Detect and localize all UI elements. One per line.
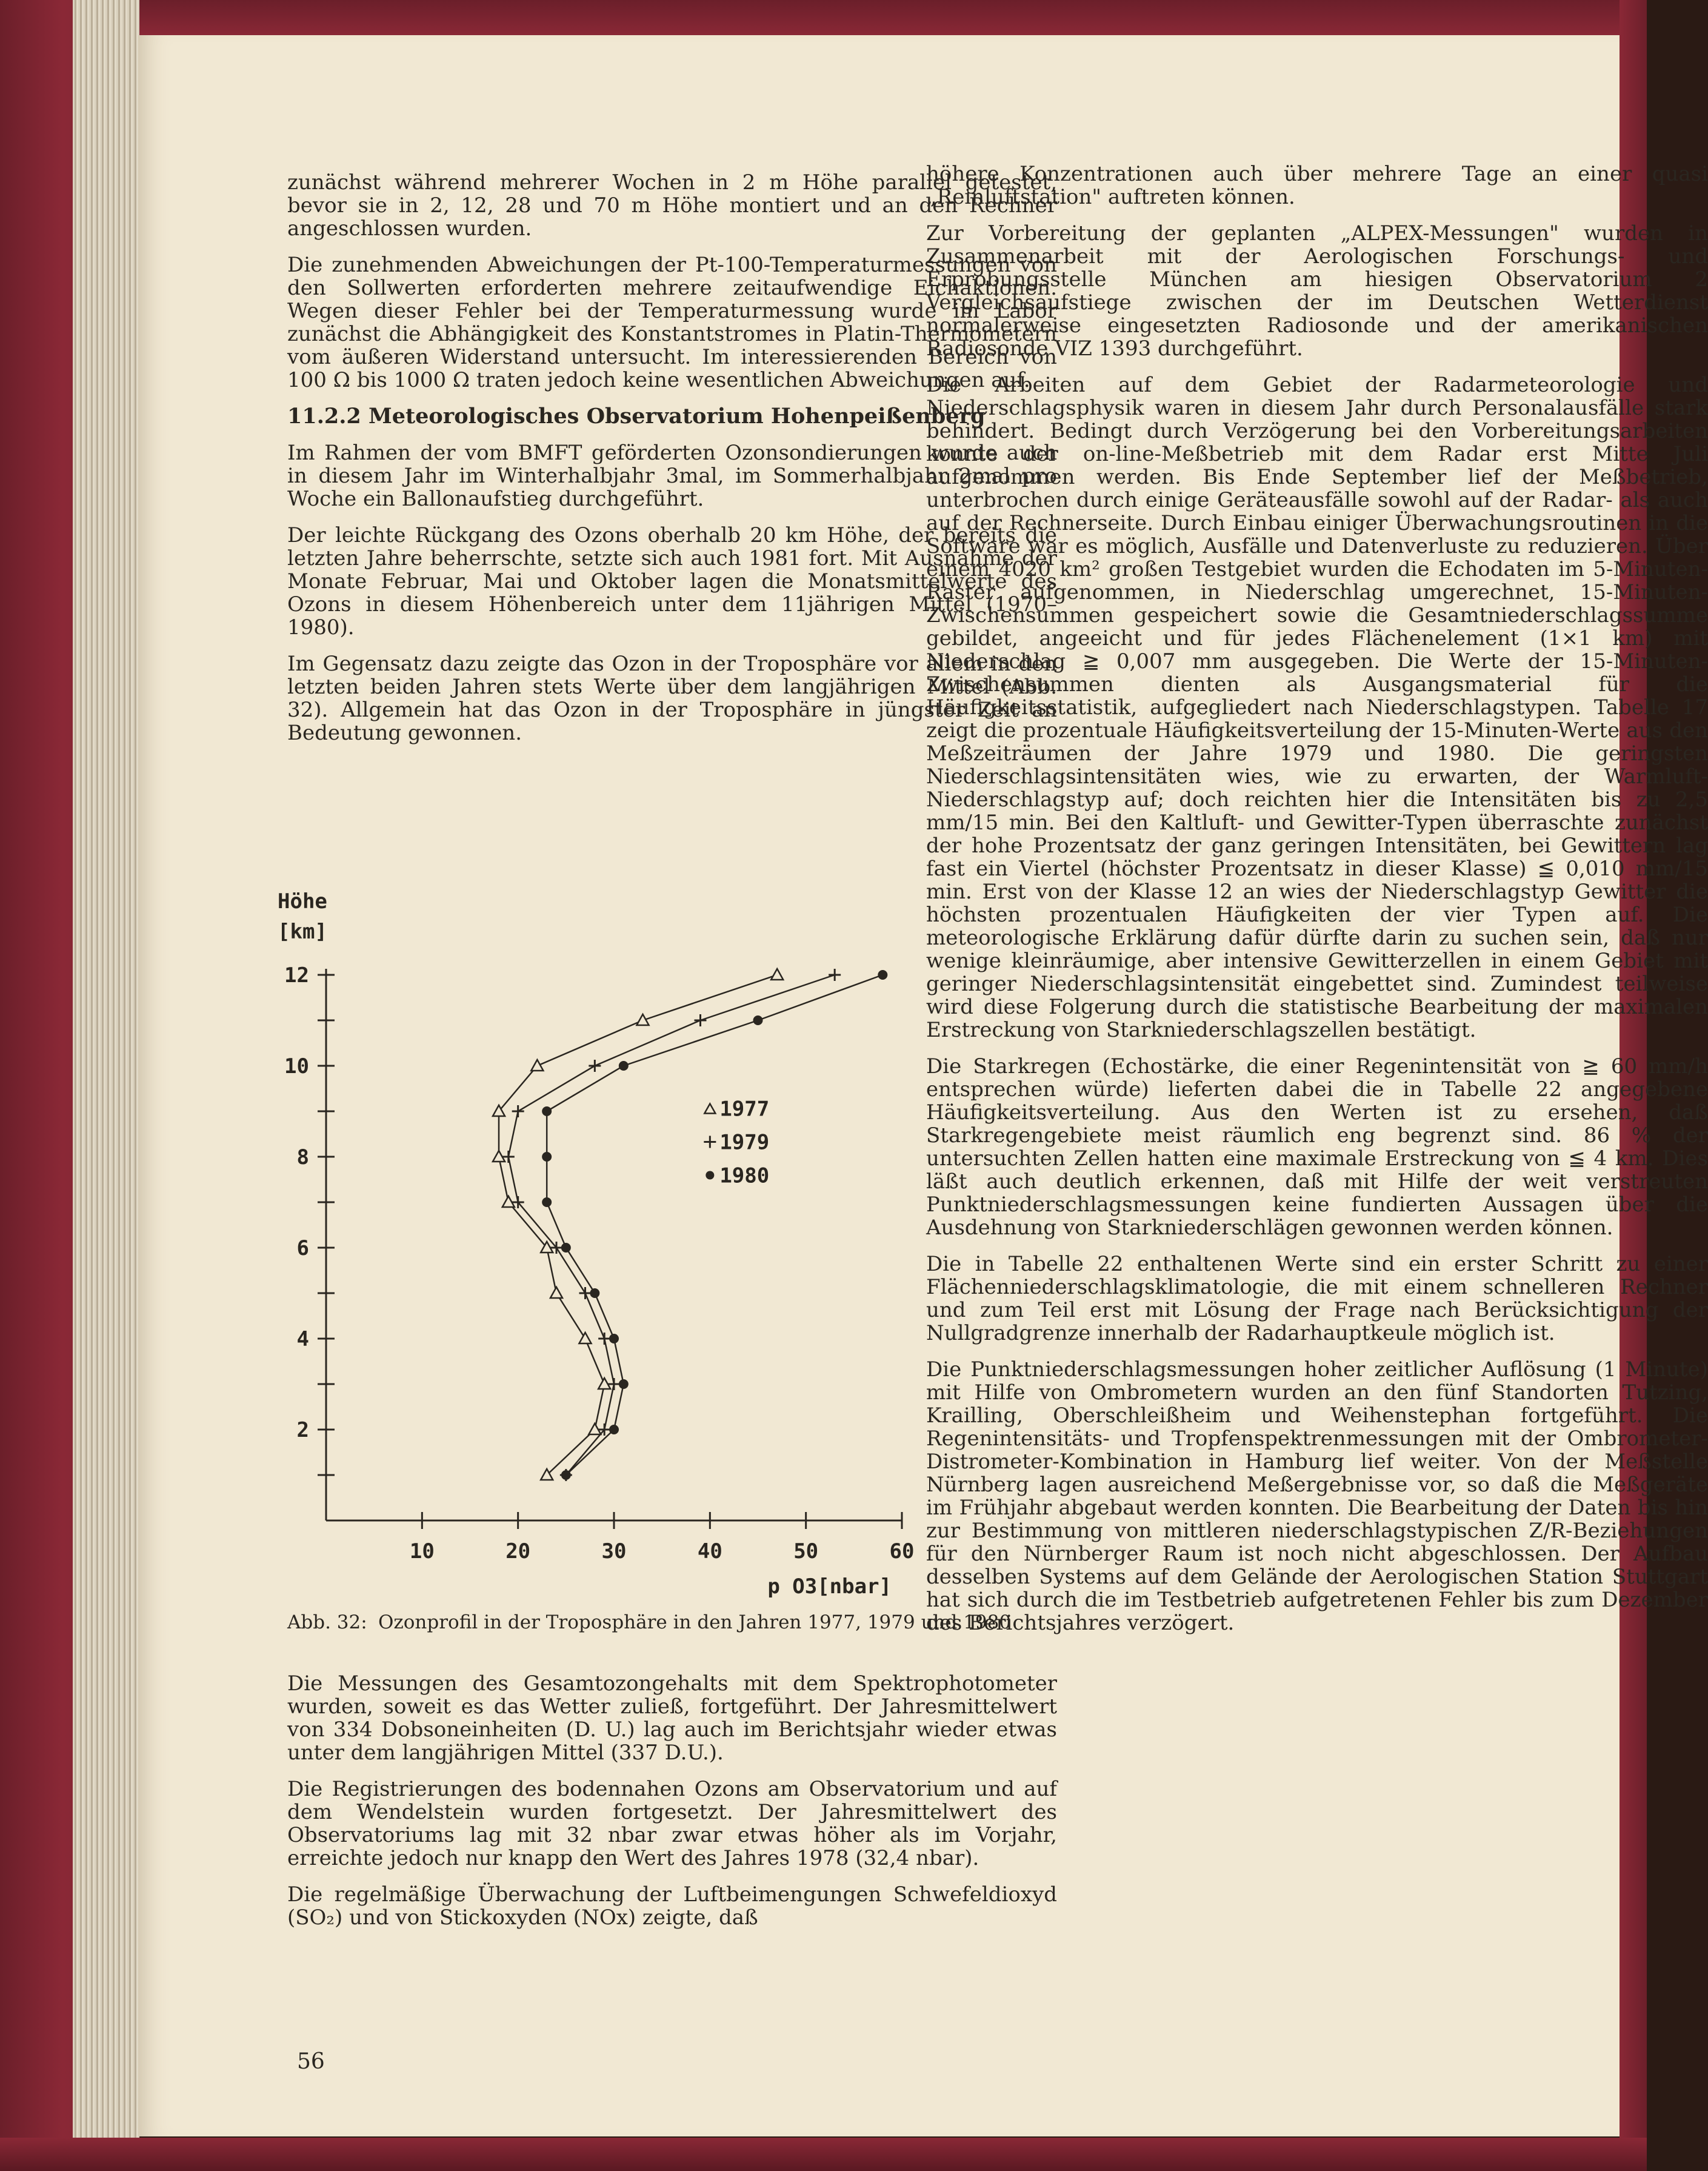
marker-dot-1980: [609, 1425, 619, 1434]
left-para-7: Die Registrierungen des bodennahen Ozons am Observatorium und auf dem Wendelstein wurden fortgesetzt. Der Jahresmittelwert des Observatoriums lag mit 32 nbar zwar etwas höher als im Vorjahr, erreichte jedoch nur knapp den Wert des Jahres 1978 (32,4 nbar).: [287, 1777, 1057, 1870]
x-axis-label: p O3[nbar]: [767, 1574, 892, 1599]
legend-label-1980: 1980: [719, 1163, 770, 1188]
x-tick-label: 50: [793, 1539, 819, 1564]
legend-marker-1977: [704, 1104, 715, 1114]
caption-label: Abb. 32:: [287, 1611, 367, 1633]
y-tick-label: 8: [296, 1145, 309, 1169]
marker-plus-1979: [598, 1333, 610, 1345]
marker-plus-1979: [695, 1014, 707, 1026]
left-column-lower: [287, 1672, 1057, 1942]
y-tick-label: 2: [296, 1418, 309, 1442]
x-tick-label: 60: [889, 1539, 915, 1564]
marker-dot-1980: [619, 1061, 629, 1071]
right-para-2: Zur Vorbereitung der geplanten „ALPEX-Messungen" wurden in Zusammenarbeit mit der Aerologischen Forschungs- und Erprobungsstelle München am hiesigen Observatorium 2 Vergleichsaufstiege zwischen der im Deutschen Wetterdienst normalerweise eingesetzten Radiosonde und der amerikanischen Radiosonde VIZ 1393 durchgeführt.: [926, 221, 1708, 361]
book-cover-bottom: [0, 2138, 1647, 2171]
marker-dot-1980: [561, 1470, 571, 1480]
page-edges: [73, 0, 139, 2171]
section-heading: 11.2.2 Meteorologisches Observatorium Hohenpeißenberg: [287, 404, 986, 429]
marker-plus-1979: [589, 1060, 601, 1072]
right-para-5: Die in Tabelle 22 enthaltenen Werte sind ein erster Schritt zu einer Flächenniederschlagsklimatologie, die mit einem schnelleren Rechner und zum Teil erst mit Lösung der Frage nach Berücksichtigung der Nullgradgrenze innerhalb der Radarhauptkeule möglich ist.: [926, 1252, 1708, 1345]
right-para-6: Die Punktniederschlagsmessungen hoher zeitlicher Auflösung (1 Minute) mit Hilfe von Ombrometern wurden an den fünf Standorten Tutzing, Krailling, Oberschleißheim und Weihenstephan fortgeführt. Die Regenintensitäts- und Tropfenspektrenmessungen mit der Ombrometer-Distrometer-Kombination in Hamburg lief weiter. Von der Meßstelle Nürnberg lagen ausreichend Meßergebnisse vor, so daß die Meßgeräte im Frühjahr abgebaut werden konnten. Die Bearbeitung der Daten bis hin zur Bestimmung von mittleren niederschlagstypischen Z/R-Beziehungen für den Nürnberger Raum ist noch nicht abgeschlossen. Der Aufbau desselben Systems auf dem Gelände der Aerologischen Station Stuttgart hat sich durch die im Testbetrieb aufgetretenen Fehler bis zum Dezember des Berichtsjahres verzögert.: [926, 1357, 1708, 1635]
x-tick-label: 30: [601, 1539, 627, 1564]
y-tick-label: 4: [296, 1327, 309, 1351]
left-para-5: Im Gegensatz dazu zeigte das Ozon in der Troposphäre vor allem in den letzten beiden Jahren stets Werte über dem langjährigen Mittel (Abb. 32). Allgemein hat das Ozon in der Troposphäre in jüngster Zeit an Bedeutung gewonnen.: [287, 652, 1057, 745]
book-spine: [0, 0, 139, 2171]
marker-dot-1980: [609, 1334, 619, 1343]
book-cover-top: [0, 0, 1647, 36]
marker-dot-1980: [753, 1015, 763, 1025]
legend-marker-1980: [706, 1171, 714, 1180]
y-axis-label: Höhe: [278, 889, 327, 914]
legend-marker-1979: [704, 1136, 716, 1148]
marker-dot-1980: [561, 1243, 571, 1253]
y-tick-label: 10: [284, 1054, 309, 1079]
marker-triangle-1977: [579, 1333, 592, 1343]
marker-dot-1980: [878, 970, 887, 980]
page-sheet: [138, 35, 1708, 2136]
left-para-8: Die regelmäßige Überwachung der Luftbeimengungen Schwefeldioxyd (SO₂) und von Stickoxyden (NOx) zeigte, daß: [287, 1882, 1057, 1930]
y-tick-label: 6: [296, 1236, 309, 1260]
series-line-1977: [499, 975, 777, 1475]
marker-dot-1980: [590, 1288, 599, 1298]
y-axis-unit: [km]: [278, 920, 327, 944]
right-column: [926, 162, 1708, 1648]
x-tick-label: 40: [697, 1539, 722, 1564]
left-para-4: Der leichte Rückgang des Ozons oberhalb 20 km Höhe, der bereits die letzten Jahre beherrschte, setzte sich auch 1981 fort. Mit Ausnahme der Monate Februar, Mai und Oktober lagen die Monatsmittelwerte des Ozons in diesem Höhenbereich unter dem 11jährigen Mittel (1970–1980).: [287, 523, 1057, 640]
marker-dot-1980: [619, 1379, 629, 1389]
marker-plus-1979: [579, 1287, 592, 1299]
legend-label-1977: 1977: [719, 1097, 770, 1122]
y-tick-label: 12: [284, 963, 309, 988]
marker-triangle-1977: [550, 1287, 562, 1298]
marker-plus-1979: [829, 969, 841, 981]
right-para-1: höhere Konzentrationen auch über mehrere Tage an einer quasi „Reinluftstation" auftreten können.: [926, 162, 1708, 209]
series-line-1980: [547, 975, 882, 1475]
left-para-6: Die Messungen des Gesamtozongehalts mit dem Spektrophotometer wurden, soweit es das Wetter zuließ, fortgeführt. Der Jahresmittelwert von 334 Dobsoneinheiten (D. U.) lag auch im Berichtsjahr wieder etwas unter dem langjährigen Mittel (337 D.U.).: [287, 1671, 1057, 1765]
marker-dot-1980: [542, 1197, 552, 1207]
marker-triangle-1977: [531, 1060, 543, 1071]
marker-triangle-1977: [771, 969, 783, 980]
x-tick-label: 20: [505, 1539, 531, 1564]
page-number: 56: [297, 2049, 325, 2074]
marker-dot-1980: [542, 1106, 552, 1116]
marker-dot-1980: [542, 1152, 552, 1162]
marker-plus-1979: [512, 1105, 524, 1117]
left-para-2: Die zunehmenden Abweichungen der Pt-100-Temperaturmessungen von den Sollwerten erforderten mehrere zeitaufwendige Eichaktionen. Wegen dieser Fehler bei der Temperaturmessung wurde im Labor zunächst die Abhängigkeit des Konstantstromes in Platin-Thermometern vom äußeren Widerstand untersucht. Im interessierenden Bereich von 100 Ω bis 1000 Ω traten jedoch keine wesentlichen Abweichungen auf.: [287, 253, 1057, 392]
marker-triangle-1977: [637, 1014, 649, 1025]
right-para-4: Die Starkregen (Echostärke, die einer Regenintensität von ≧ 60 mm/h entsprechen würde) lieferten dabei die in Tabelle 22 angegebene Häufigkeitsverteilung. Aus den Werten ist zu ersehen, daß Starkregengebiete meist räumlich eng begrenzt sind. 86 % der untersuchten Zellen hatten eine maximale Erstreckung von ≦ 4 km. Dies läßt auch deutlich erkennen, daß mit Hilfe der weit verstreuten Punktniederschlagsmessungen keine fundierten Aussagen über die Ausdehnung von Starkniederschlägen gewonnen werden können.: [926, 1054, 1708, 1240]
legend-label-1979: 1979: [719, 1130, 770, 1155]
left-para-1: zunächst während mehrerer Wochen in 2 m Höhe parallel getestet, bevor sie in 2, 12, 28 und 70 m Höhe montiert und an den Rechner angeschlossen wurden.: [287, 170, 1057, 241]
x-tick-label: 10: [409, 1539, 435, 1564]
left-para-3: Im Rahmen der vom BMFT geförderten Ozonsondierungen wurde auch in diesem Jahr im Winterhalbjahr 3mal, im Sommerhalbjahr 2mal pro Woche ein Ballonaufstieg durchgeführt.: [287, 441, 1057, 511]
caption-text: Ozonprofil in der Troposphäre in den Jahren 1977, 1979 und 1980: [378, 1611, 1012, 1633]
right-para-3: Die Arbeiten auf dem Gebiet der Radarmeteorologie und Niederschlagsphysik waren in diesem Jahr durch Personalausfälle stark behindert. Bedingt durch Verzögerung bei den Vorbereitungsarbeiten konnte der on-line-Meßbetrieb mit dem Radar erst Mitte Juli aufgenommen werden. Bis Ende September lief der Meßbetrieb, unterbrochen durch einige Geräteausfälle sowohl auf der Radar- als auch auf der Rechnerseite. Durch Einbau einiger Überwachungsroutinen in die Software war es möglich, Ausfälle und Datenverluste zu reduzieren. Über einem 4020 km² großen Testgebiet wurden die Echodaten im 5-Minuten-Raster aufgenommen, in Niederschlag umgerechnet, 15-Minuten-Zwischensummen gespeichert sowie die Gesamtniederschlagssumme gebildet, angeeicht und für jedes Flächenelement (1×1 km) mit Niederschlag ≧ 0,007 mm ausgegeben. Die Werte der 15-Minuten-Zwischensummen dienten als Ausgangsmaterial für die Häufigkeitsstatistik, aufgegliedert nach Niederschlagstypen. Tabelle 17 zeigt die prozentuale Häufigkeitsverteilung der 15-Minuten-Werte aus den Meßzeiträumen der Jahre 1979 und 1980. Die geringsten Niederschlagsintensitäten wies, wie zu erwarten, der Warmluft-Niederschlagstyp auf; doch reichten hier die Intensitäten bis zu 2,5 mm/15 min. Bei den Kaltluft- und Gewitter-Typen überraschte zunächst der hohe Prozentsatz der ganz geringen Intensitäten, bei Gewittern lag fast ein Viertel (höchster Prozentsatz in dieser Klasse) ≦ 0,010 mm/15 min. Erst von der Klasse 12 an wies der Niederschlagstyp Gewitter die höchsten prozentualen Häufigkeiten der vier Typen auf. Die meteorologische Erklärung dafür dürfte darin zu suchen sein, daß nur wenige kleinräumige, aber intensive Gewitterzellen in einem Gebiet mit geringer Niederschlagsintensität eingebettet sind. Zumindest teilweise wird diese Folgerung durch die statistische Bearbeitung der maximalen Erstreckung von Starkniederschlagszellen bestätigt.: [926, 373, 1708, 1042]
